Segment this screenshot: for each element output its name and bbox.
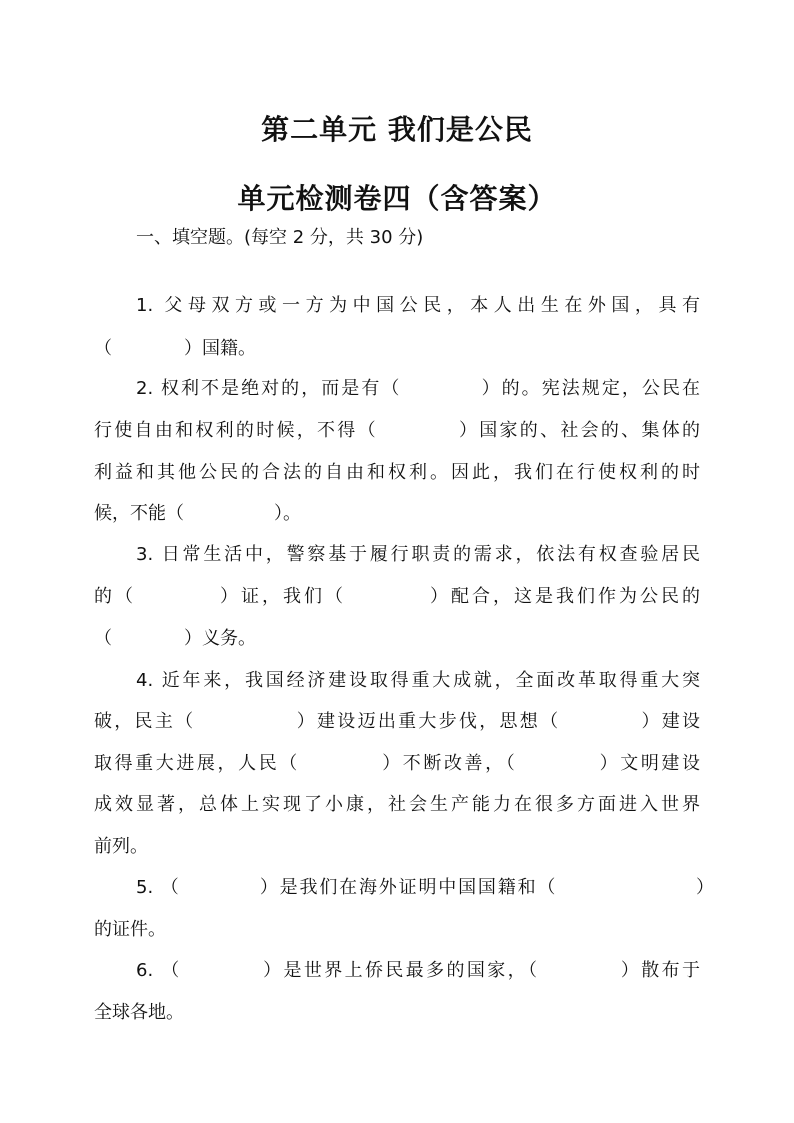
question-4-line-5: 前列。 xyxy=(94,836,148,857)
question-4-line-2: 破，民主（ ）建设迈出重大步伐，思想（ ）建设 xyxy=(94,711,700,732)
question-1-line-2: （ ）国籍。 xyxy=(94,338,256,359)
question-4-line-1: 4. 近年来，我国经济建设取得重大成就，全面改革取得重大突 xyxy=(136,670,700,691)
question-1-line-1: 1. 父母双方或一方为中国公民，本人出生在外国，具有 xyxy=(136,295,700,316)
section-heading: 一、填空题。(每空 2 分，共 30 分) xyxy=(136,227,424,248)
question-3-line-2: 的（ ）证，我们（ ）配合，这是我们作为公民的 xyxy=(94,586,700,607)
question-6-line-1: 6. （ ）是世界上侨民最多的国家，（ ）散布于 xyxy=(136,960,700,981)
question-3-line-3: （ ）义务。 xyxy=(94,628,256,649)
document-subtitle: 单元检测卷四（含答案） xyxy=(237,182,557,215)
question-2-line-1: 2. 权利不是绝对的，而是有（ ）的。宪法规定，公民在 xyxy=(136,378,700,399)
question-3-line-1: 3. 日常生活中，警察基于履行职责的需求，依法有权查验居民 xyxy=(136,544,700,565)
question-2-line-3: 利益和其他公民的合法的自由和权利。因此，我们在行使权利的时 xyxy=(94,462,700,483)
question-2-line-2: 行使自由和权利的时候，不得（ ）国家的、社会的、集体的 xyxy=(94,420,700,441)
question-4-line-4: 成效显著，总体上实现了小康，社会生产能力在很多方面进入世界 xyxy=(94,794,700,815)
document-title: 第二单元 我们是公民 xyxy=(261,113,533,146)
question-6-line-2: 全球各地。 xyxy=(94,1002,184,1023)
question-5-line-1: 5. （ ）是我们在海外证明中国国籍和（ ） xyxy=(136,877,714,898)
question-2-line-4: 候，不能（ ）。 xyxy=(94,503,301,524)
question-4-line-3: 取得重大进展，人民（ ）不断改善，（ ）文明建设 xyxy=(94,753,700,774)
question-5-line-2: 的证件。 xyxy=(94,919,166,940)
